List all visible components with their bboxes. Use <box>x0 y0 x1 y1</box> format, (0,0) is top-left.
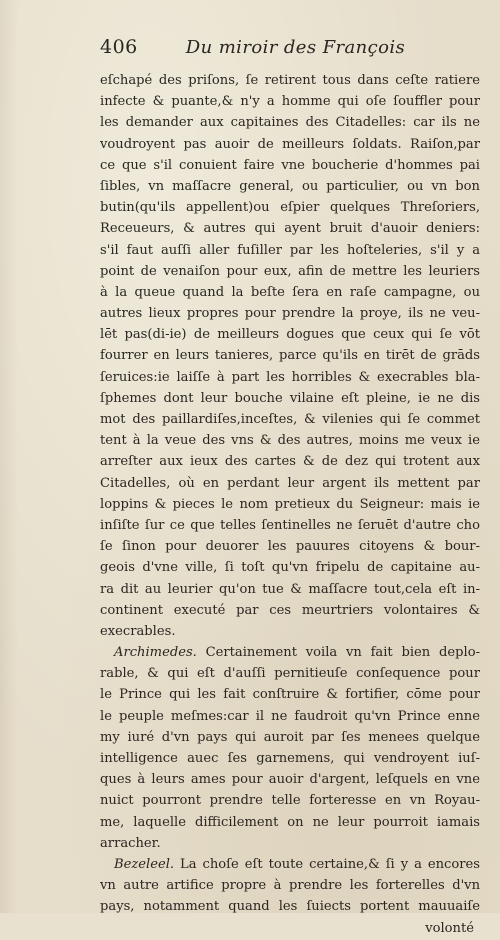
text-line: geois d'vne ville, ſi toſt qu'vn fripelu de capitaine au- <box>100 560 480 576</box>
text-line: rable, & qui eſt d'auſſi pernitieuſe conſequence pour <box>100 666 480 682</box>
speaker-line <box>100 854 480 875</box>
speaker-name-archimedes: Archimedes. <box>114 645 197 661</box>
text-line: fourrer en leurs tanieres, parce qu'ils en tirēt de grāds <box>100 348 480 364</box>
text-line: arreſter aux ieux des cartes & de dez qui trotent aux <box>100 454 480 470</box>
page-header <box>100 36 480 70</box>
text-line: butin(qu'ils appellent)ou eſpier quelques Threſoriers, <box>100 200 480 216</box>
speaker-line-text: Certainement voila vn fait bien deplo- <box>196 645 480 661</box>
text-line: arracher. <box>100 835 161 851</box>
text-line: me, laquelle difficilement on ne leur pourroit iamais <box>100 814 480 830</box>
text-line: continent executé par ces meurtriers volontaires & <box>100 602 480 618</box>
text-line: eſchapé des priſons, ſe retirent tous dans ceſte ratiere <box>100 73 480 88</box>
text-line: ques à leurs ames pour auoir d'argent, leſquels en vne <box>100 772 480 788</box>
catchword: volonté <box>425 920 474 936</box>
text-line: my iuré d'vn pays qui auroit par ſes menees quelque <box>100 729 480 745</box>
page-number: 406 <box>100 36 138 58</box>
text-line: loppins & pieces le nom pretieux du Seigneur: mais ie <box>100 496 480 512</box>
text-line: mot des paillardiſes,inceſtes, & vilenies qui ſe commet <box>100 412 480 427</box>
text-line: Citadelles, où en perdant leur argent ils mettent par <box>100 475 480 491</box>
speaker-name-bezeleel: Bezeleel. <box>114 856 175 872</box>
text-line: inſiſte ſur ce que telles ſentinelles ne ſeruēt d'autre cho <box>100 517 480 533</box>
text-line: pays, notamment quand les ſuiects portent mauuaiſe <box>100 899 480 915</box>
running-title: Du miroir des François <box>185 37 406 58</box>
text-line: tent à la veue des vns & des autres, moins me veux ie <box>100 433 480 449</box>
text-line: à la queue quand la beſte ſera en raſe campagne, ou <box>100 284 480 300</box>
catchword-row <box>100 918 480 940</box>
text-line: nuict pourront prendre telle forteresse en vn Royau- <box>100 793 480 809</box>
speaker-line <box>100 642 480 663</box>
text-line: autres lieux propres pour prendre la proye, ils ne veu- <box>100 306 480 322</box>
speaker-line-text: La choſe eſt toute certaine,& ſi y a encores <box>174 856 480 872</box>
body-text <box>100 70 480 918</box>
text-line: le peuple meſmes:car il ne faudroit qu'vn Prince enne <box>100 708 480 724</box>
text-line: lēt pas(di-ie) de meilleurs dogues que ceux qui ſe vōt <box>100 327 480 343</box>
text-line: les demander aux capitaines des Citadelles: car ils ne <box>100 115 480 131</box>
text-line: ſibles, vn maſſacre general, ou particulier, ou vn bon <box>100 178 480 194</box>
text-line: voudroyent pas auoir de meilleurs ſoldats. Raiſon,par <box>100 136 480 152</box>
text-line: ce que s'il conuient faire vne boucherie d'hommes pai <box>100 157 480 173</box>
text-line: ſe ſinon pour deuorer les pauures citoyens & bour- <box>100 539 480 555</box>
text-line: intelligence auec ſes garnemens, qui vendroyent iuſ- <box>100 751 480 766</box>
text-line: infecte & puante,& n'y a homme qui oſe ſouffler pour <box>100 94 480 110</box>
text-line: execrables. <box>100 623 176 639</box>
text-line: point de venaiſon pour eux, afin de mettre les leuriers <box>100 263 480 279</box>
text-line: le Prince qui les fait conſtruire & fortifier, cōme pour <box>100 687 480 703</box>
text-line: ſphemes dont leur bouche vilaine eſt pleine, ie ne dis <box>100 390 480 406</box>
text-line: Receueurs, & autres qui ayent bruit d'auoir deniers: <box>100 221 480 237</box>
text-line: s'il faut auſſi aller fuſiller par les hoſteleries, s'il y a <box>100 242 480 258</box>
text-line: ra dit au leurier qu'on tue & maſſacre tout,cela eſt in- <box>100 581 480 597</box>
text-line: vn autre artifice propre à prendre les forterelles d'vn <box>100 878 480 894</box>
text-line: ſeruices:ie laiſſe à part les horribles & execrables bla- <box>100 369 480 385</box>
